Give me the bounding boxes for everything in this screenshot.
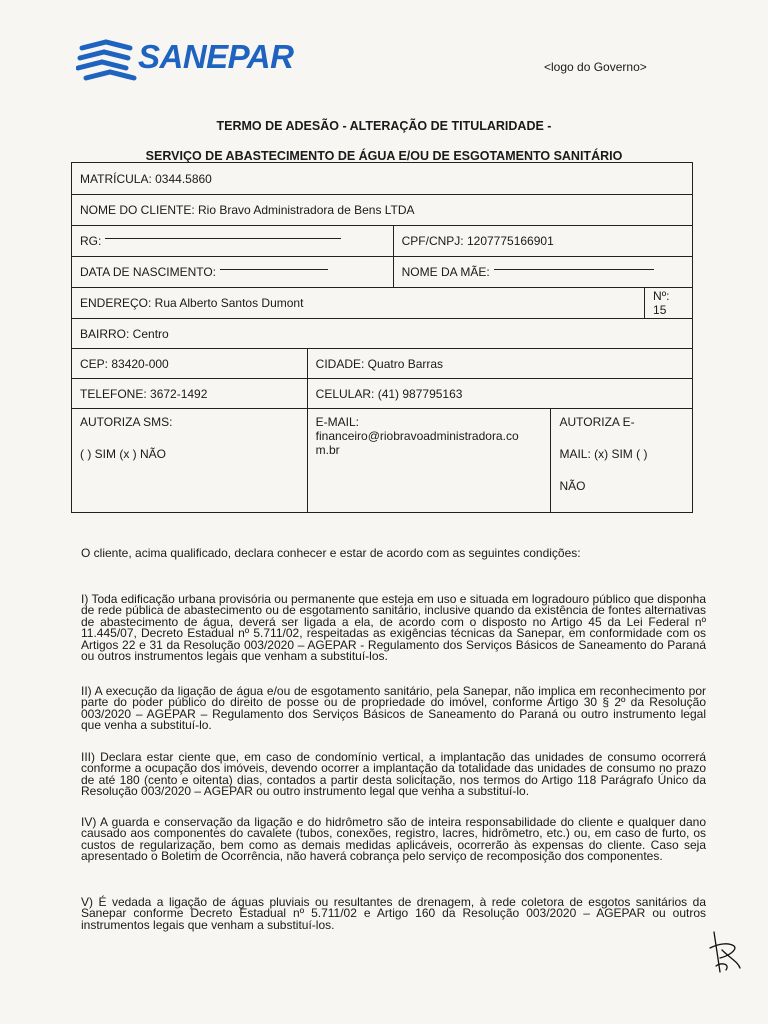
document-title: TERMO DE ADESÃO - ALTERAÇÃO DE TITULARIDADE - — [216, 119, 552, 133]
field-numero: Nº: 15 — [645, 288, 693, 319]
data-nascimento-label: DATA DE NASCIMENTO: — [80, 265, 217, 279]
field-data-nascimento — [72, 257, 394, 288]
customer-form — [71, 162, 693, 513]
field-endereco: ENDEREÇO: Rua Alberto Santos Dumont — [72, 288, 645, 319]
autoriza-email-label-2: MAIL: (x) SIM ( ) — [559, 447, 648, 461]
clause-2: II) A execução da ligação de água e/ou de esgotamento sanitário, pela Sanepar, não implica em reconhecimento por parte do poder público do direito de posse ou de propriedade do imóvel, conforme Artigo 30 § 2º da Resolução 003/2020 – AGEPAR – Regulamento dos Serviços Básicos de Saneamento do Paraná ou outro instrumento legal que venha a substituí-lo. — [81, 684, 706, 733]
field-cpf-cnpj: CPF/CNPJ: 1207775166901 — [393, 226, 692, 257]
field-matricula: MATRÍCULA: 0344.5860 — [72, 163, 693, 195]
initials-signature-icon — [704, 928, 744, 978]
gov-logo-placeholder: <logo do Governo> — [544, 60, 647, 74]
field-celular: CELULAR: (41) 987795163 — [307, 379, 692, 409]
sanepar-logo — [76, 36, 321, 84]
email-value-line1: financeiro@riobravoadministradora.co — [315, 429, 519, 443]
autoriza-sms-label: AUTORIZA SMS: — [80, 415, 173, 429]
field-email — [307, 409, 551, 513]
email-value-line2: m.br — [315, 443, 340, 457]
sanepar-waves-icon — [76, 36, 140, 84]
clause-3: III) Declara estar ciente que, em caso de condomínio vertical, a implantação das unidades de consumo ocorrerá conforme a ocupação dos imóveis, devendo ocorrer a implantação da totalidade das unidades de consumo no prazo de até 180 (cento e oitenta) dias, contados a partir desta solicitação, nos termos do Artigo 118 Parágrafo Único da Resolução 003/2020 – AGEPAR ou outro instrumento legal que venha a substituí-lo. — [81, 750, 706, 799]
clause-1: I) Toda edificação urbana provisória ou permanente que esteja em uso e situada em logradouro público que disponha de rede pública de abastecimento ou de esgotamento sanitário, inclusive quando da existência de fontes alternativas de abastecimento de água, deverá ser ligada a ela, de acordo com o disposto no Artigo 45 da Lei Federal nº 11.445/07, Decreto Estadual nº 5.711/02, respeitadas as exigências técnicas da Sanepar, em conformidade com os Artigos 22 e 31 da Resolução 003/2020 – AGEPAR - Regulamento dos Serviços Básicos de Saneamento do Paraná ou outros instrumentos legais que venham a substituí-los. — [81, 592, 706, 664]
field-nome-mae — [393, 257, 692, 288]
email-label: E-MAIL: — [315, 415, 360, 429]
clause-5: V) É vedada a ligação de águas pluviais ou resultantes de drenagem, à rede coletora de esgotos sanitários da Sanepar conforme Decreto Estadual nº 5.711/02 e Artigo 160 da Resolução 003/2020 – AGEPAR ou outros instrumentos legais que venham a substituí-los. — [81, 895, 706, 932]
rg-blank-line — [105, 238, 341, 239]
nome-mae-label: NOME DA MÃE: — [401, 265, 490, 279]
clause-4: IV) A guarda e conservação da ligação e do hidrômetro são de inteira responsabilidade do cliente e qualquer dano causado aos componentes do cavalete (tubos, conexões, registro, lacres, hidrômetro, etc.) ou, em caso de furto, os custos de regularização, bem como as demais medidas aplicáveis, ocorrerão às expensas do cliente. Caso seja apresentado o Boletim de Ocorrência, não haverá cobrança pelo serviço de recomposição dos componentes. — [81, 815, 706, 864]
data-nascimento-blank-line — [220, 269, 328, 270]
field-telefone: TELEFONE: 3672-1492 — [72, 379, 308, 409]
field-cidade: CIDADE: Quatro Barras — [307, 349, 692, 379]
field-cep: CEP: 83420-000 — [72, 349, 308, 379]
autoriza-email-label-3: NÃO — [559, 479, 586, 493]
field-autoriza-sms — [72, 409, 308, 513]
field-bairro: BAIRRO: Centro — [72, 319, 693, 349]
field-autoriza-email — [551, 409, 693, 513]
rg-label: RG: — [80, 234, 102, 248]
field-rg — [72, 226, 394, 257]
field-nome-cliente: NOME DO CLIENTE: Rio Bravo Administradora de Bens LTDA — [72, 195, 693, 226]
brand-name: SANEPAR — [138, 38, 294, 75]
document-subtitle: SERVIÇO DE ABASTECIMENTO DE ÁGUA E/OU DE ESGOTAMENTO SANITÁRIO — [145, 149, 623, 163]
autoriza-sms-options: ( ) SIM (x ) NÃO — [80, 447, 166, 461]
intro-paragraph: O cliente, acima qualificado, declara conhecer e estar de acordo com as seguintes condições: — [81, 546, 581, 560]
autoriza-email-label-1: AUTORIZA E- — [559, 415, 635, 429]
nome-mae-blank-line — [494, 269, 654, 270]
